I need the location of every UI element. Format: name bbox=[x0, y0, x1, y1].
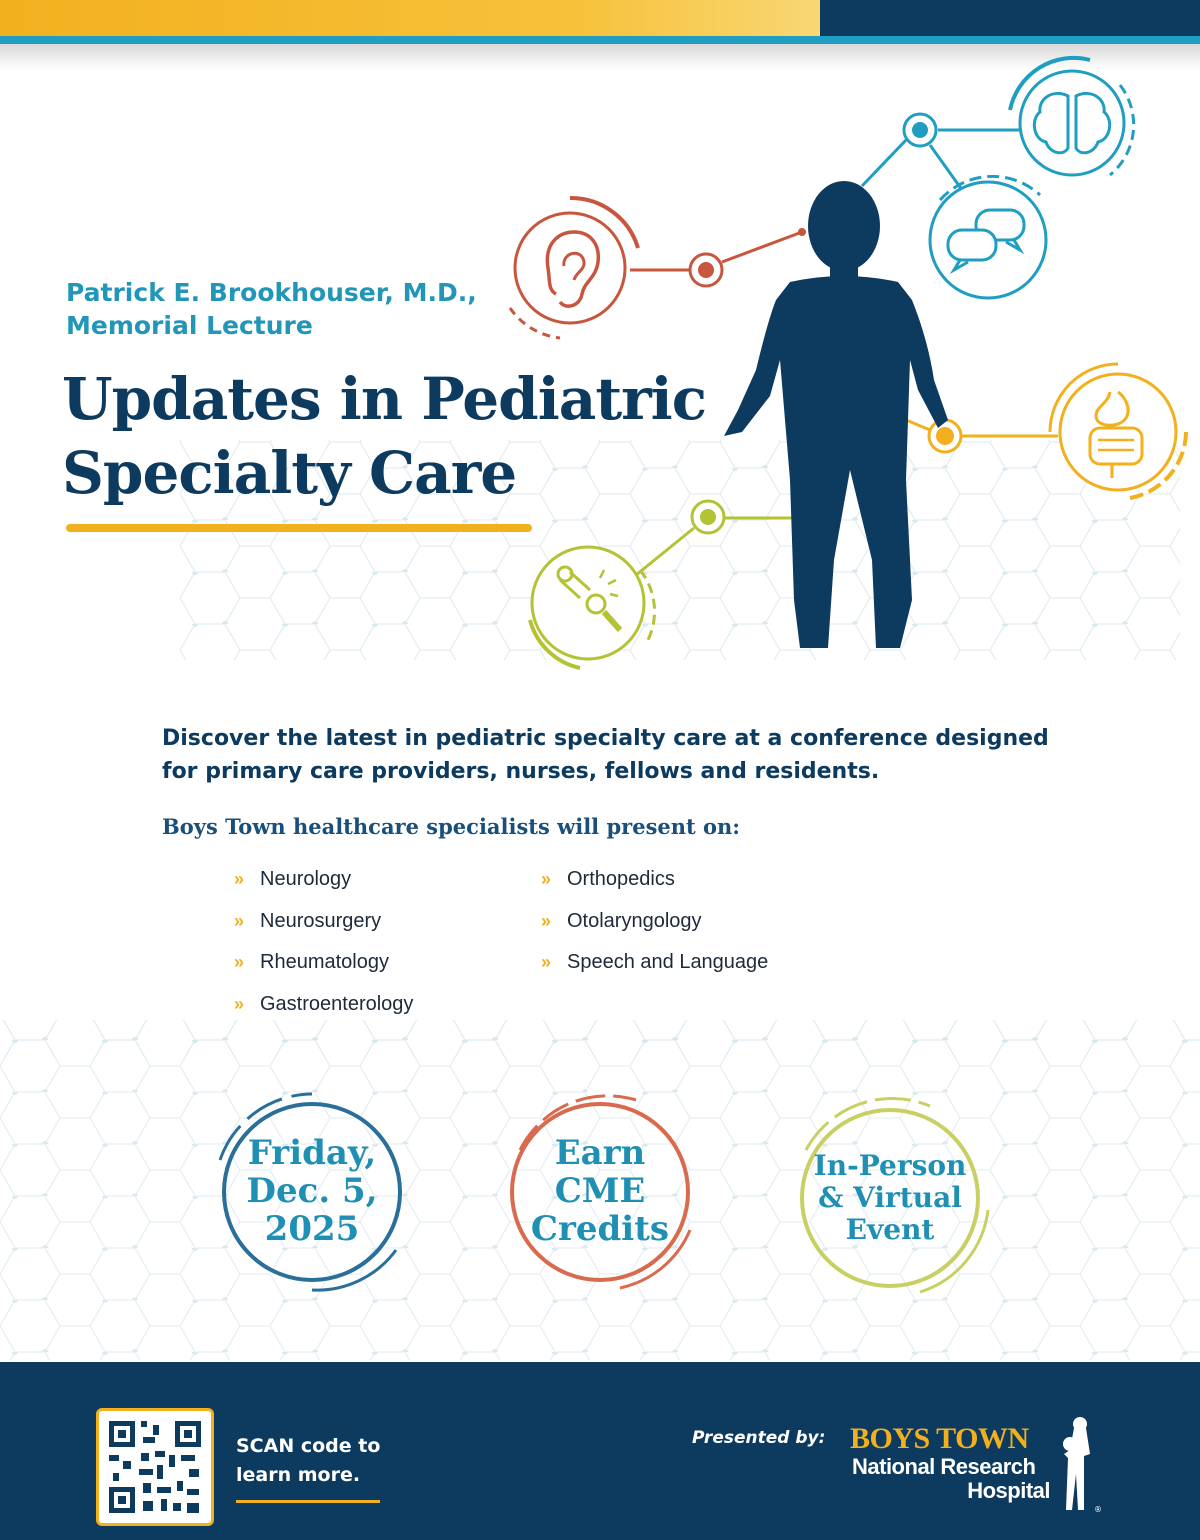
badge-line: 2025 bbox=[264, 1209, 360, 1249]
specialty-label: Neurology bbox=[260, 868, 352, 891]
badge-line: Dec. 5, bbox=[246, 1171, 378, 1211]
scan-line-2: learn more. bbox=[236, 1464, 361, 1486]
qr-code[interactable] bbox=[96, 1408, 214, 1526]
scan-prompt bbox=[236, 1432, 380, 1490]
logo-registered-mark: ® bbox=[1094, 1505, 1102, 1514]
specialty-label: Otolaryngology bbox=[567, 909, 702, 932]
badge-line: CME bbox=[554, 1171, 646, 1211]
event-format-badge-text bbox=[800, 1150, 980, 1246]
specialty-label: Orthopedics bbox=[567, 868, 675, 891]
badge-line: Earn bbox=[554, 1133, 646, 1173]
chevron-double-right-icon: » bbox=[541, 910, 552, 931]
specialty-item bbox=[234, 859, 413, 901]
title-line-1: Updates in Pediatric bbox=[62, 365, 707, 433]
qr-code-icon bbox=[99, 1411, 211, 1523]
speech-bubbles-icon bbox=[930, 176, 1046, 298]
chevron-double-right-icon: » bbox=[541, 869, 552, 890]
chevron-double-right-icon: » bbox=[234, 910, 245, 931]
specialty-item bbox=[541, 859, 768, 901]
cme-badge-text bbox=[510, 1134, 690, 1248]
date-badge-text bbox=[222, 1134, 402, 1248]
specialty-item bbox=[234, 984, 413, 1026]
specialty-item bbox=[541, 901, 768, 943]
logo-boys-town: BOYS TOWN bbox=[850, 1422, 1029, 1455]
specialty-item bbox=[234, 901, 413, 943]
specialty-item bbox=[541, 942, 768, 984]
chevron-double-right-icon: » bbox=[234, 869, 245, 890]
logo-line-2: National Research bbox=[852, 1454, 1036, 1479]
badge-line: Credits bbox=[530, 1209, 670, 1249]
specialty-list-left bbox=[234, 859, 413, 1025]
brain-icon bbox=[1010, 58, 1134, 175]
specialty-item bbox=[234, 942, 413, 984]
specialty-label: Rheumatology bbox=[260, 951, 389, 974]
title-line-2: Specialty Care bbox=[62, 439, 517, 507]
ear-icon bbox=[510, 198, 638, 338]
scan-line-1: SCAN code to bbox=[236, 1435, 381, 1457]
subtitle-line-1: Patrick E. Brookhouser, M.D., bbox=[66, 278, 477, 307]
presented-by-label: Presented by: bbox=[692, 1428, 826, 1448]
specialty-label: Neurosurgery bbox=[260, 909, 382, 932]
title-underline bbox=[66, 524, 532, 532]
logo-line-3: Hospital bbox=[967, 1478, 1050, 1503]
specialty-label: Speech and Language bbox=[567, 951, 769, 974]
badge-line: In-Person bbox=[813, 1149, 967, 1182]
specialty-list-right bbox=[541, 859, 768, 984]
badge-line: Friday, bbox=[247, 1133, 377, 1173]
specialists-heading: Boys Town healthcare specialists will present on: bbox=[162, 814, 741, 839]
scan-underline bbox=[236, 1500, 380, 1503]
specialty-label: Gastroenterology bbox=[260, 992, 414, 1015]
badge-line: Event bbox=[845, 1213, 935, 1246]
chevron-double-right-icon: » bbox=[541, 952, 552, 973]
logo-boy-carrying-child-icon bbox=[1056, 1414, 1102, 1514]
lecture-subtitle bbox=[66, 276, 477, 342]
page-title bbox=[62, 362, 706, 510]
chevron-double-right-icon: » bbox=[234, 993, 245, 1014]
intro-paragraph: Discover the latest in pediatric specialty care at a conference designed for primary care providers, nurses, fellows and residents. bbox=[162, 726, 1049, 784]
chevron-double-right-icon: » bbox=[234, 952, 245, 973]
subtitle-line-2: Memorial Lecture bbox=[66, 311, 313, 340]
badge-line: & Virtual bbox=[818, 1181, 962, 1214]
